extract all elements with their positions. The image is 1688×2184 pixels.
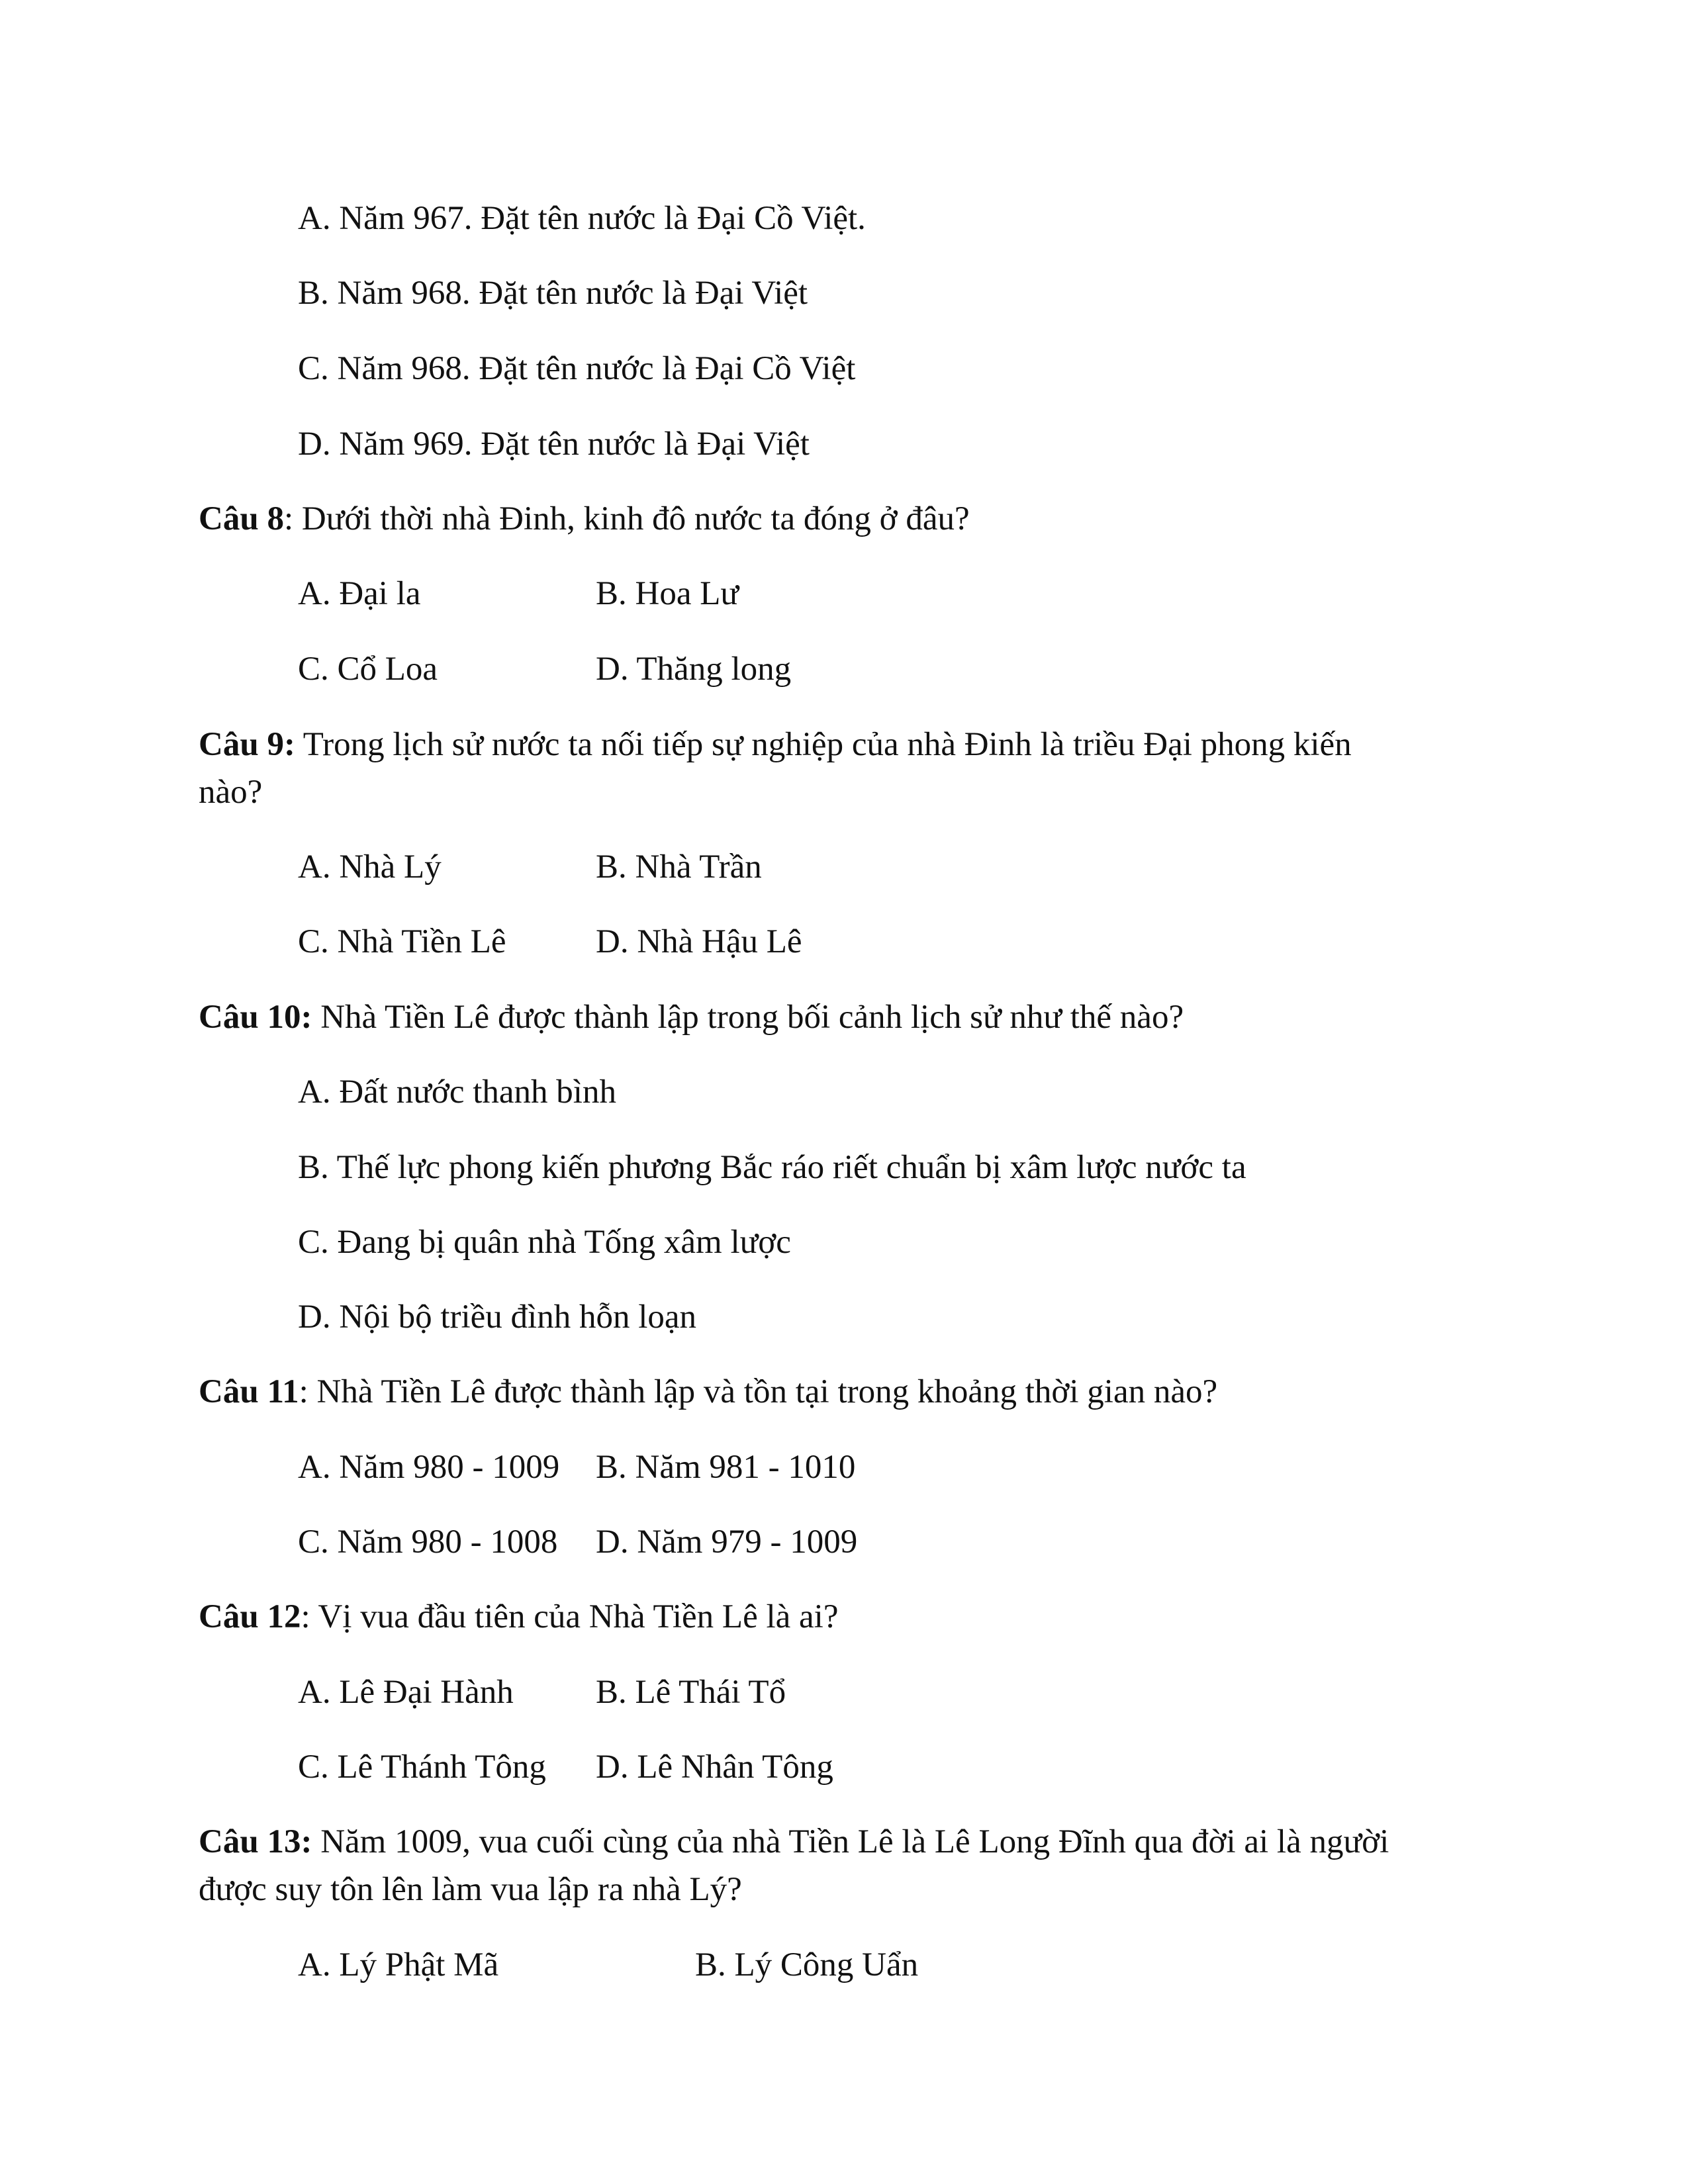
option-b: B. Thế lực phong kiến phương Bắc ráo riết chuẩn bị xâm lược nước ta [298, 1149, 1246, 1186]
option-c: C. Đang bị quân nhà Tống xâm lược [298, 1224, 791, 1261]
option-c: C. Năm 980 - 1008 [298, 1524, 558, 1561]
question-12 [199, 1597, 838, 1637]
option-d: D. Năm 979 - 1009 [596, 1524, 858, 1561]
question-13-continued: được suy tôn lên làm vua lập ra nhà Lý? [199, 1871, 742, 1908]
option-d: D. Nội bộ triều đình hỗn loạn [298, 1298, 697, 1336]
option-a: A. Đất nước thanh bình [298, 1073, 616, 1111]
option-c: C. Nhà Tiền Lê [298, 923, 506, 960]
question-label: Câu 10: [199, 999, 312, 1036]
question-text: Nhà Tiền Lê được thành lập trong bối cảnh lịch sử như thế nào? [312, 999, 1184, 1036]
option-b: B. Lê Thái Tổ [596, 1674, 786, 1711]
option-c: C. Cổ Loa [298, 651, 438, 688]
option-a: A. Lý Phật Mã [298, 1946, 499, 1983]
option-b: B. Năm 981 - 1010 [596, 1449, 856, 1486]
question-9-continued: nào? [199, 774, 263, 811]
option-d: D. Lê Nhân Tông [596, 1749, 833, 1786]
option-d: D. Thăng long [596, 651, 792, 688]
option-c: C. Lê Thánh Tông [298, 1749, 546, 1786]
question-label: Câu 13: [199, 1823, 312, 1860]
question-11 [199, 1372, 1217, 1412]
question-8 [199, 499, 970, 539]
question-10 [199, 997, 1184, 1037]
option-a: A. Năm 967. Đặt tên nước là Đại Cồ Việt. [298, 200, 866, 237]
question-9 [199, 725, 1352, 764]
option-a: A. Lê Đại Hành [298, 1674, 514, 1711]
question-text: : Dưới thời nhà Đinh, kinh đô nước ta đóng ở đâu? [283, 500, 970, 537]
option-d: D. Nhà Hậu Lê [596, 923, 802, 960]
option-b: B. Năm 968. Đặt tên nước là Đại Việt [298, 275, 808, 312]
question-label: Câu 8 [199, 500, 284, 537]
question-13 [199, 1822, 1389, 1862]
question-label: Câu 9: [199, 726, 295, 763]
option-a: A. Nhà Lý [298, 848, 442, 886]
question-text: Trong lịch sử nước ta nối tiếp sự nghiệp của nhà Đinh là triều Đại phong kiến [295, 726, 1352, 763]
question-text: Năm 1009, vua cuối cùng của nhà Tiền Lê là Lê Long Đĩnh qua đời ai là người [312, 1823, 1389, 1860]
question-label: Câu 12 [199, 1598, 301, 1635]
question-text: : Vị vua đầu tiên của Nhà Tiền Lê là ai? [301, 1598, 839, 1635]
option-a: A. Đại la [298, 575, 421, 612]
option-b: B. Hoa Lư [596, 575, 739, 612]
option-b: B. Nhà Trần [596, 848, 762, 886]
question-text: : Nhà Tiền Lê được thành lập và tồn tại trong khoảng thời gian nào? [299, 1373, 1218, 1410]
option-b: B. Lý Công Uẩn [695, 1946, 919, 1983]
option-a: A. Năm 980 - 1009 [298, 1449, 560, 1486]
option-d: D. Năm 969. Đặt tên nước là Đại Việt [298, 426, 810, 463]
option-c: C. Năm 968. Đặt tên nước là Đại Cồ Việt [298, 350, 856, 387]
question-label: Câu 11 [199, 1373, 299, 1410]
